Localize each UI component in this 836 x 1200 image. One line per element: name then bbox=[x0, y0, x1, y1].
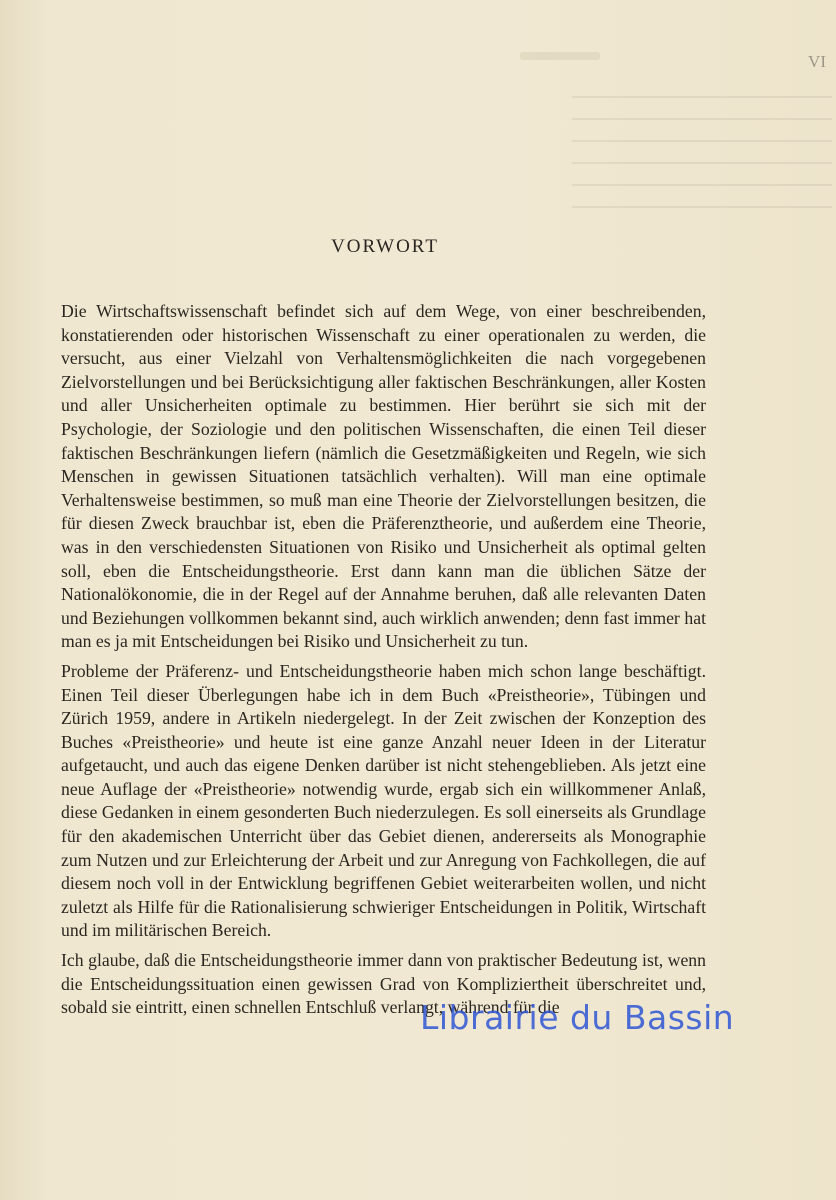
page-title: VORWORT bbox=[331, 236, 439, 257]
watermark: Librairie du Bassin bbox=[420, 998, 735, 1037]
show-through-text bbox=[572, 78, 832, 338]
paragraph-2: Probleme der Präferenz- und Entscheidungstheorie haben mich schon lange beschäftigt. Einen Teil dieser Überlegungen habe ich in dem Buch «Preistheorie», Tübingen und Zürich 1959, andere in Artikeln niedergelegt. In der Zeit zwischen der Konzeption des Buches «Preistheorie» und heute ist eine ganze Anzahl neuer Ideen in der Literatur aufgetaucht, und auch das eigene Denken darüber ist nicht stehengeblieben. Als jetzt eine neue Auflage der «Preistheorie» notwendig wurde, ergab sich ein willkommener Anlaß, diese Gedanken in einem gesonderten Buch niederzulegen. Es soll einerseits als Grundlage für den akademischen Unterricht über das Gebiet dienen, andererseits als Monographie zum Nutzen und zur Erleichterung der Arbeit und zur Anregung von Fachkollegen, die auf diesem noch voll in der Entwicklung begriffenen Gebiet weiterarbeiten wollen, und nicht zuletzt als Hilfe für die Rationalisierung schwieriger Entscheidungen in Politik, Wirtschaft und im militärischen Bereich. bbox=[61, 660, 706, 941]
faint-running-head bbox=[520, 52, 600, 60]
paragraph-1: Die Wirtschaftswissenschaft befindet sich auf dem Wege, von einer beschreibenden, konstatierenden oder historischen Wissenschaft zu einer operationalen zu werden, die versucht, aus einer Vielzahl von Verhaltensmöglichkeiten die nach vorgegebenen Zielvorstellungen und bei Berücksichtigung aller faktischen Beschränkungen, aller Kosten und aller Unsicherheiten optimale zu bestimmen. Hier berührt sie sich mit der Psychologie, der Soziologie und den politischen Wissenschaften, die einen Teil dieser faktischen Beschränkungen liefern (nämlich die Gesetzmäßigkeiten und Regeln, wie sich Menschen in gewissen Situationen tatsächlich verhalten). Will man eine optimale Verhaltensweise bestimmen, so muß man eine Theorie der Zielvorstellungen besitzen, die für diesen Zweck brauchbar ist, eben die Präferenztheorie, und außerdem eine Theorie, was in den verschiedensten Situationen von Risiko und Unsicherheit als optimal gelten soll, eben die Entscheidungstheorie. Erst dann kann man die üblichen Sätze der Nationalökonomie, die in der Regel auf der Annahme beruhen, daß alle relevanten Daten und Beziehungen vollkommen bekannt sind, auch wirklich anwenden; denn fast immer hat man es ja mit Entscheidungen bei Risiko und Unsicherheit zu tun. bbox=[61, 301, 706, 652]
body-text bbox=[61, 300, 706, 1026]
paragraph-3: Ich glaube, daß die Entscheidungstheorie immer dann von praktischer Bedeutung ist, wenn die Entscheidungssituation einen gewissen Grad von Kompliziertheit überschreitet und, sobald sie eintritt, einen schnellen Entschluß verlangt, während für die bbox=[61, 950, 706, 1018]
page-number: VI bbox=[808, 52, 826, 71]
